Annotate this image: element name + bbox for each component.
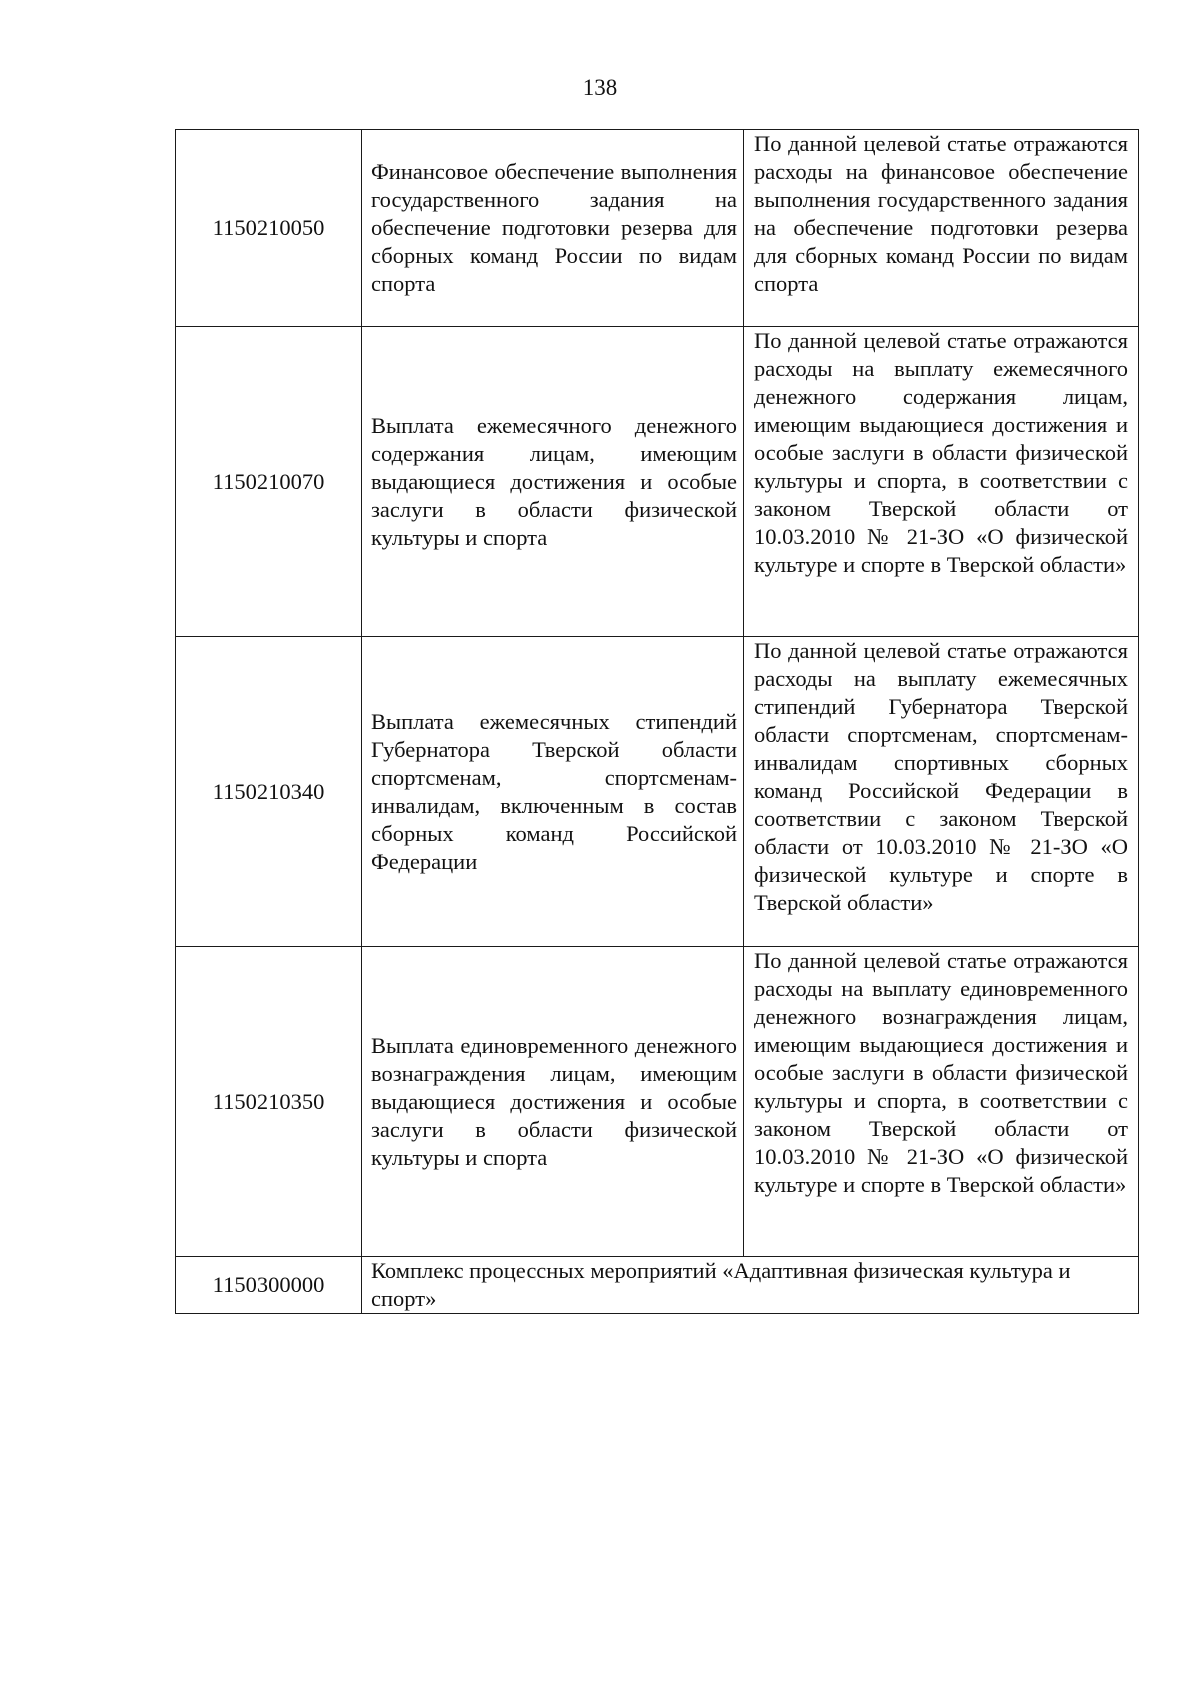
- section-row: [176, 1257, 1139, 1314]
- name-cell: Финансовое обеспечение выполнения государственного задания на обеспечение подготовки резерва для сборных команд России по видам спорта: [362, 130, 744, 327]
- table-row: [176, 637, 1139, 947]
- section-code-cell: 1150300000: [176, 1257, 362, 1314]
- description-cell: По данной целевой статье отражаются расходы на выплату единовременного денежного вознаграждения лицам, имеющим выдающиеся достижения и особые заслуги в области физической культуры и спорта, в соответствии с законом Тверской области от 10.03.2010 № 21-ЗО «О физической культуре и спорте в Тверской области»: [744, 947, 1139, 1257]
- name-cell: Выплата ежемесячного денежного содержания лицам, имеющим выдающиеся достижения и особые заслуги в области физической культуры и спорта: [362, 327, 744, 637]
- code-cell: 1150210070: [176, 327, 362, 637]
- budget-code-table: [175, 129, 1139, 1314]
- description-cell: По данной целевой статье отражаются расходы на выплату ежемесячного денежного содержания лицам, имеющим выдающиеся достижения и особые заслуги в области физической культуры и спорта, в соответствии с законом Тверской области от 10.03.2010 № 21-ЗО «О физической культуре и спорте в Тверской области»: [744, 327, 1139, 637]
- name-cell: Выплата ежемесячных стипендий Губернатора Тверской области спортсменам, спортсменам-инвалидам, включенным в состав сборных команд Российской Федерации: [362, 637, 744, 947]
- code-cell: 1150210050: [176, 130, 362, 327]
- description-cell: По данной целевой статье отражаются расходы на финансовое обеспечение выполнения государственного задания на обеспечение подготовки резерва для сборных команд России по видам спорта: [744, 130, 1139, 327]
- table-row: [176, 130, 1139, 327]
- code-cell: 1150210340: [176, 637, 362, 947]
- table-row: [176, 947, 1139, 1257]
- code-cell: 1150210350: [176, 947, 362, 1257]
- section-title-cell: Комплекс процессных мероприятий «Адаптивная физическая культура и спорт»: [362, 1257, 1139, 1314]
- description-cell: По данной целевой статье отражаются расходы на выплату ежемесячных стипендий Губернатора Тверской области спортсменам, спортсменам-инвалидам спортивных сборных команд Российской Федерации в соответствии с законом Тверской области от 10.03.2010 № 21-ЗО «О физической культуре и спорте в Тверской области»: [744, 637, 1139, 947]
- table-row: [176, 327, 1139, 637]
- name-cell: Выплата единовременного денежного вознаграждения лицам, имеющим выдающиеся достижения и особые заслуги в области физической культуры и спорта: [362, 947, 744, 1257]
- page-number: 138: [582, 75, 618, 100]
